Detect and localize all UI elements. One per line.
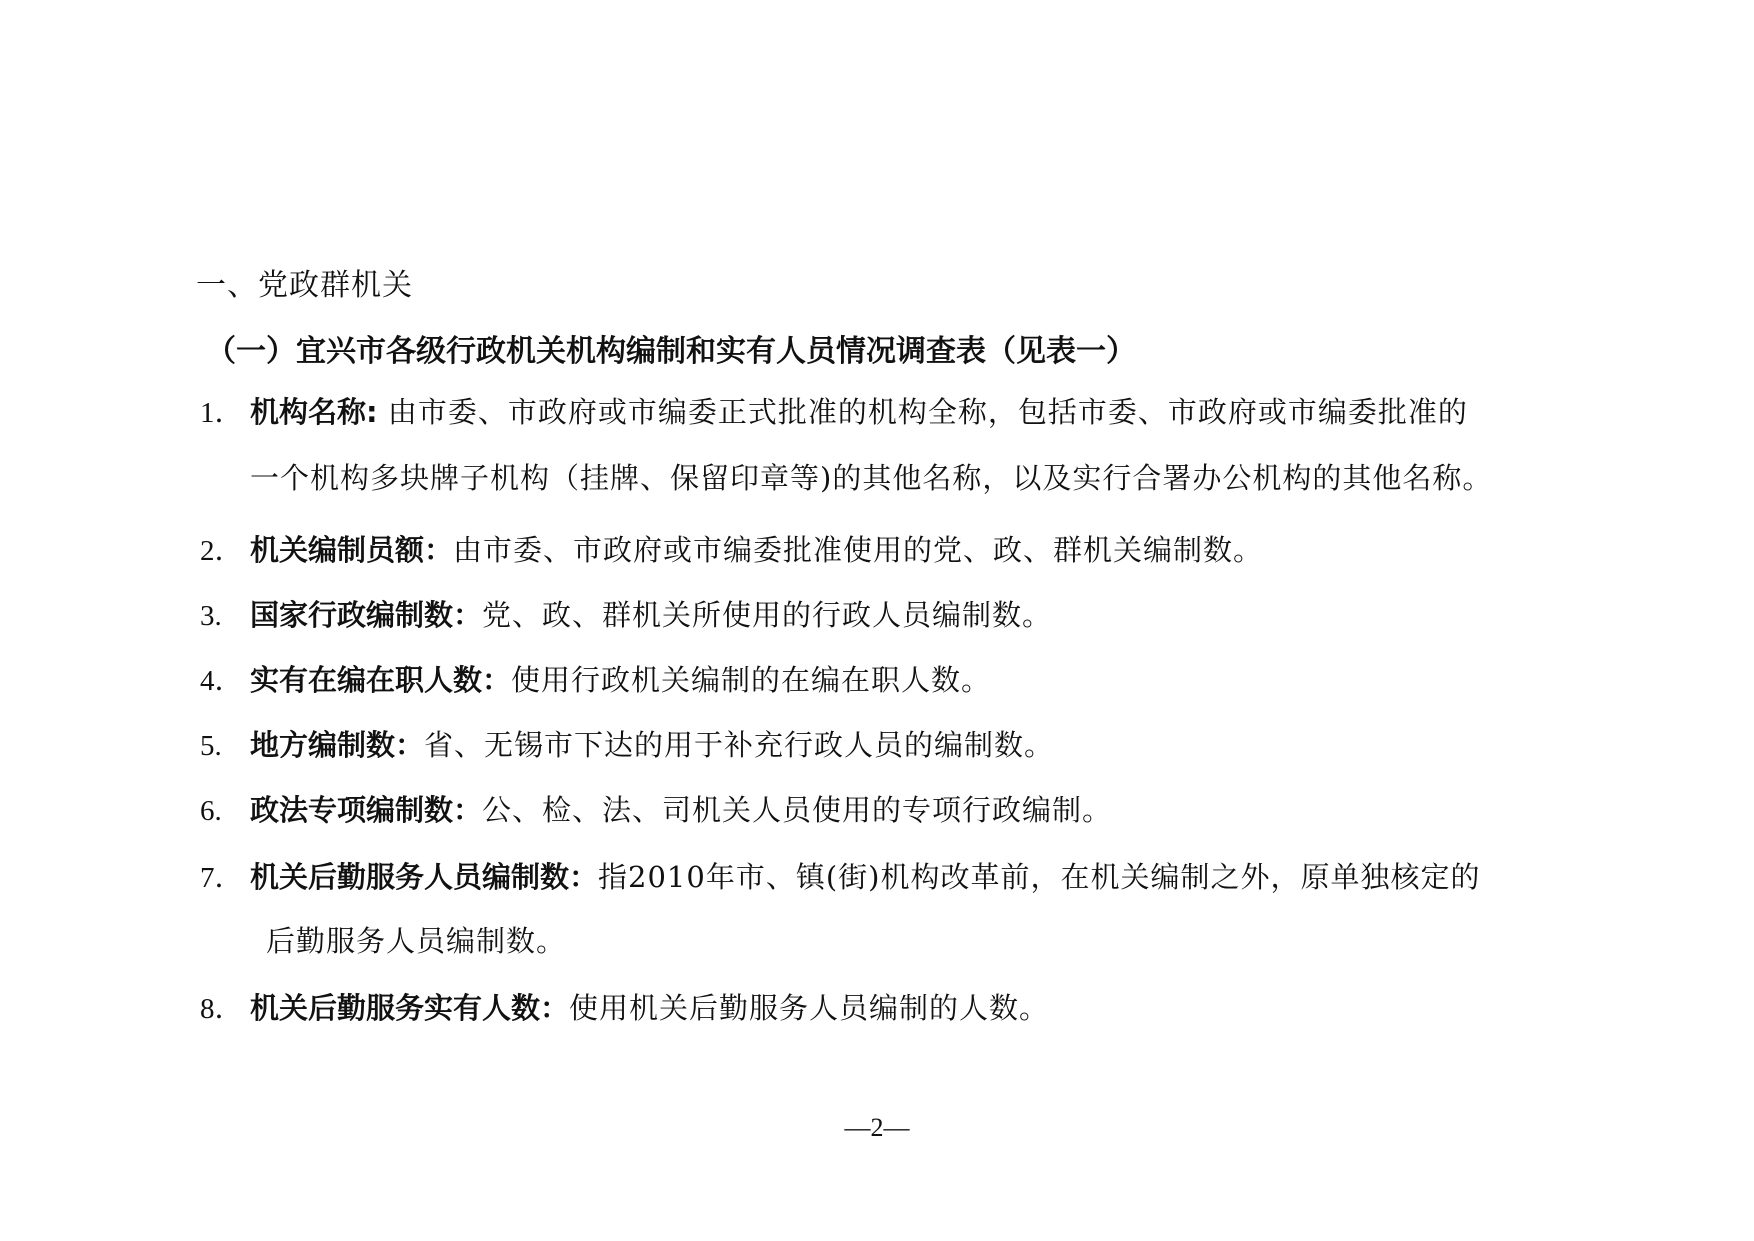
section-heading: 一、党政群机关 xyxy=(196,268,413,303)
definition-item-7 xyxy=(200,857,1480,898)
definition-item-8 xyxy=(200,988,1049,1029)
item-continuation: 一个机构多块牌子机构（挂牌、保留印章等)的其他名称，以及实行合署办公机构的其他名称。 xyxy=(250,461,1493,495)
item-number: 4． xyxy=(200,665,244,697)
definition-item-6 xyxy=(200,790,1112,831)
item-number: 5. xyxy=(200,730,222,762)
item-description: 由市委、市政府或市编委批准使用的党、政、群机关编制数。 xyxy=(453,533,1264,567)
item-continuation: 后勤服务人员编制数。 xyxy=(266,924,567,958)
item-term: 实有在编在职人数： xyxy=(250,663,512,697)
item-description: 使用行政机关编制的在编在职人数。 xyxy=(511,663,992,697)
item-description: 指2010年市、镇(街)机构改革前，在机关编制之外，原单独核定的 xyxy=(598,860,1481,894)
item-description: 公、检、法、司机关人员使用的专项行政编制。 xyxy=(482,793,1113,827)
definition-item-1 xyxy=(200,392,1468,433)
item-description: 省、无锡市下达的用于补充行政人员的编制数。 xyxy=(424,728,1055,762)
definition-item-4 xyxy=(200,660,991,701)
item-number: 1． xyxy=(200,397,244,429)
item-description: 党、政、群机关所使用的行政人员编制数。 xyxy=(482,598,1053,632)
item-term: 机构名称: xyxy=(250,395,378,429)
item-term: 机关后勤服务人员编制数： xyxy=(250,860,599,894)
item-term: 地方编制数： xyxy=(250,728,425,762)
item-term: 机关后勤服务实有人数： xyxy=(250,991,570,1025)
item-description: 使用机关后勤服务人员编制的人数。 xyxy=(569,991,1050,1025)
page-number: —2— xyxy=(844,1113,910,1142)
item-number: 8． xyxy=(200,993,244,1025)
item-description: 由市委、市政府或市编委正式批准的机构全称，包括市委、市政府或市编委批准的 xyxy=(377,395,1468,429)
item-number: 2． xyxy=(200,535,244,567)
item-number: 7． xyxy=(200,862,244,894)
item-term: 国家行政编制数： xyxy=(250,598,483,632)
subsection-heading: （一）宜兴市各级行政机关机构编制和实有人员情况调查表（见表一） xyxy=(206,334,1136,369)
item-term: 政法专项编制数： xyxy=(250,793,483,827)
item-number: 6. xyxy=(200,795,222,827)
definition-item-2 xyxy=(200,530,1263,571)
definition-item-3 xyxy=(200,595,1052,636)
item-number: 3. xyxy=(200,600,222,632)
definition-item-5 xyxy=(200,725,1054,766)
item-term: 机关编制员额： xyxy=(250,533,454,567)
